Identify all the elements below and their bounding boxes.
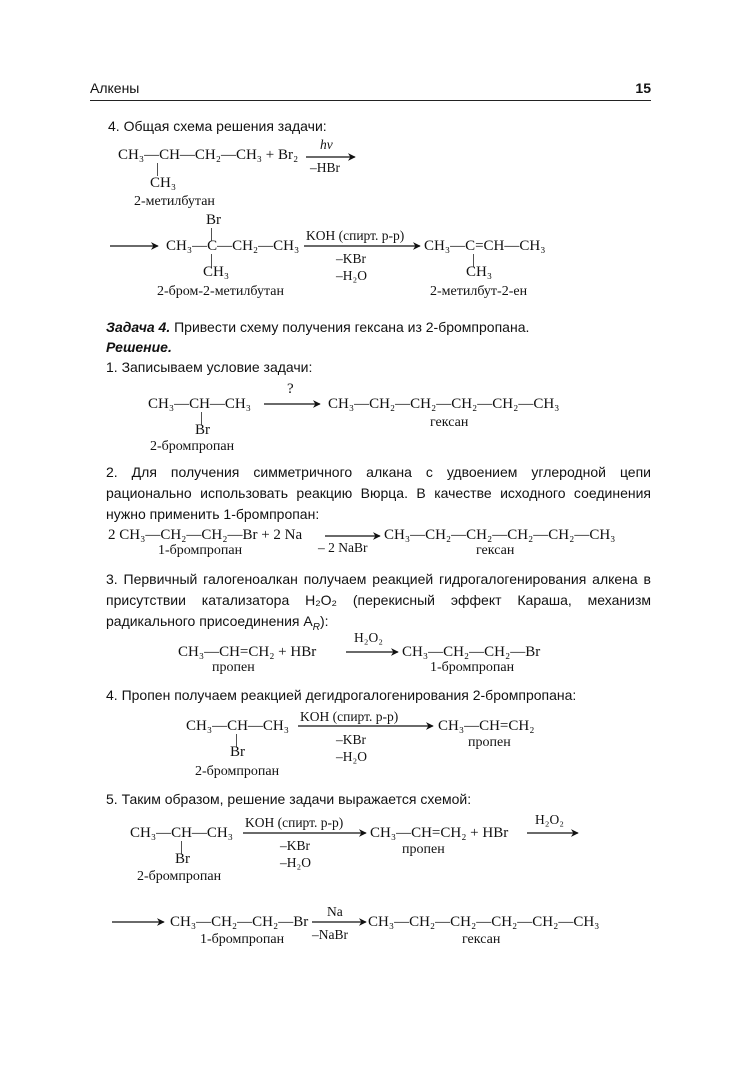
s3-text	[106, 569, 651, 638]
s4-arrow-top: KOH (спирт. р-р)	[300, 709, 399, 724]
s1-arrow-top: ?	[287, 381, 294, 397]
step4b-arrow-top: KOH (спирт. р-р)	[306, 228, 405, 243]
s3-name-product: 1-бромпропан	[430, 660, 515, 675]
s1-reactant: CH₃—CH—CH₃	[148, 396, 251, 412]
intermediate-top-sub: Br	[206, 212, 221, 228]
s3-text-sub: R	[312, 621, 320, 633]
s4-text: 4. Пропен получаем реакцией дегидрогалогенирования 2-бромпропана:	[106, 687, 577, 703]
s1-text: 1. Записываем условие задачи:	[106, 359, 313, 375]
step4-arrow-bottom: –HBr	[310, 160, 340, 175]
page-number: 15	[635, 80, 651, 96]
s4-name-reactant: 2-бромпропан	[195, 764, 280, 779]
task4-label: Задача 4.	[106, 319, 171, 335]
task4-text: Привести схему получения гексана из 2-бромпропана.	[170, 319, 530, 335]
step4-reactant: CH₃—CH—CH₂—CH₃ + Br₂	[118, 147, 299, 163]
solution-label: Решение.	[106, 339, 172, 355]
step4b-arrow-bottom1: –KBr	[336, 251, 366, 266]
s4-bond: |	[235, 732, 239, 748]
s3-text-end: ):	[319, 613, 329, 629]
s3-arrow-top: H₂O₂	[354, 630, 383, 645]
s5-arrow3-bottom: –NaBr	[312, 927, 348, 942]
product-2-methylbut-2-ene: CH₃—C=CH—CH₃	[424, 238, 546, 254]
step4b-arrow-bottom2: –H₂O	[336, 268, 367, 283]
s5-name-product: гексан	[462, 932, 501, 947]
step4-heading: 4. Общая схема решения задачи:	[108, 118, 327, 134]
s5-arrow-bottom2: –H₂O	[280, 855, 311, 870]
intermediate-bottom-sub: CH₃	[203, 264, 230, 280]
s5-product: CH₃—CH₂—CH₂—CH₂—CH₂—CH₃	[368, 914, 600, 930]
s5-name-reactant: 2-бромпропан	[137, 869, 222, 884]
running-title: Алкены	[90, 80, 140, 96]
product-sub: CH₃	[466, 264, 493, 280]
task4-line	[106, 318, 529, 337]
s1-product: CH₃—CH₂—CH₂—CH₂—CH₂—CH₃	[328, 396, 560, 412]
s5-sub: Br	[175, 851, 190, 867]
name-2-bromo-2-methylbutane: 2-бром-2-метилбутан	[157, 284, 284, 299]
s4-name-product: пропен	[468, 735, 511, 750]
s5-arrow-bottom1: –KBr	[280, 838, 310, 853]
s5-name-reactant2: 1-бромпропан	[200, 932, 285, 947]
s5-name-mid: пропен	[402, 842, 445, 857]
branch-bond: |	[156, 161, 160, 177]
s2-name-product: гексан	[476, 543, 515, 558]
s4-arrow-bottom1: –KBr	[336, 732, 366, 747]
s2-name-reactant: 1-бромпропан	[158, 543, 243, 558]
s1-name-reactant: 2-бромпропан	[150, 439, 235, 454]
s2-product: CH₃—CH₂—CH₂—CH₂—CH₂—CH₃	[384, 527, 616, 543]
name-2-methylbutane: 2-метилбутан	[134, 194, 215, 209]
s5-bond: |	[180, 839, 184, 855]
step4-branch: CH₃	[150, 175, 177, 191]
s2-reactant: 2 CH₃—CH₂—CH₂—Br + 2 Na	[108, 527, 303, 543]
name-2-methylbut-2-ene: 2-метилбут-2-ен	[430, 284, 528, 299]
s3-text-main: 3. Первичный галогеноалкан получаем реакцией гидрогалогенирования алкена в присутствии катализатора H₂O₂ (перекисный эффект Караша, механизм радикального присоединения A	[106, 571, 651, 629]
s5-text: 5. Таким образом, решение задачи выражается схемой:	[106, 791, 472, 807]
s5-mid: CH₃—CH=CH₂ + HBr	[370, 825, 509, 841]
s2-text: 2. Для получения симметричного алкана с удвоением углеродной цепи рационально использовать реакцию Вюрца. В качестве исходного соединения нужно применить 1-бромпропан:	[106, 464, 651, 522]
s5-reactant2: CH₃—CH₂—CH₂—Br	[170, 914, 309, 930]
s5-arrow3-top: Na	[327, 904, 343, 919]
s1-name-product: гексан	[430, 415, 469, 430]
product-bond: |	[472, 252, 476, 268]
s5-arrow2-top: H₂O₂	[535, 812, 564, 827]
bond-top: |	[210, 226, 214, 242]
s4-arrow-bottom2: –H₂O	[336, 749, 367, 764]
s5-reactant: CH₃—CH—CH₃	[130, 825, 233, 841]
s3-reactant: CH₃—CH=CH₂ + HBr	[178, 644, 317, 660]
bond-bottom: |	[210, 252, 214, 268]
s3-product: CH₃—CH₂—CH₂—Br	[402, 644, 541, 660]
s1-bond: |	[200, 410, 204, 426]
s2-arrow-bottom: – 2 NaBr	[318, 540, 368, 555]
step4-arrow-top: hν	[320, 137, 333, 152]
intermediate: CH₃—C—CH₂—CH₃	[166, 238, 300, 254]
s4-reactant: CH₃—CH—CH₃	[186, 718, 289, 734]
s5-arrow-top: KOH (спирт. р-р)	[245, 815, 344, 830]
s4-sub: Br	[230, 744, 245, 760]
s1-sub: Br	[195, 422, 210, 438]
s4-product: CH₃—CH=CH₂	[438, 718, 535, 734]
s3-name-reactant: пропен	[212, 660, 255, 675]
